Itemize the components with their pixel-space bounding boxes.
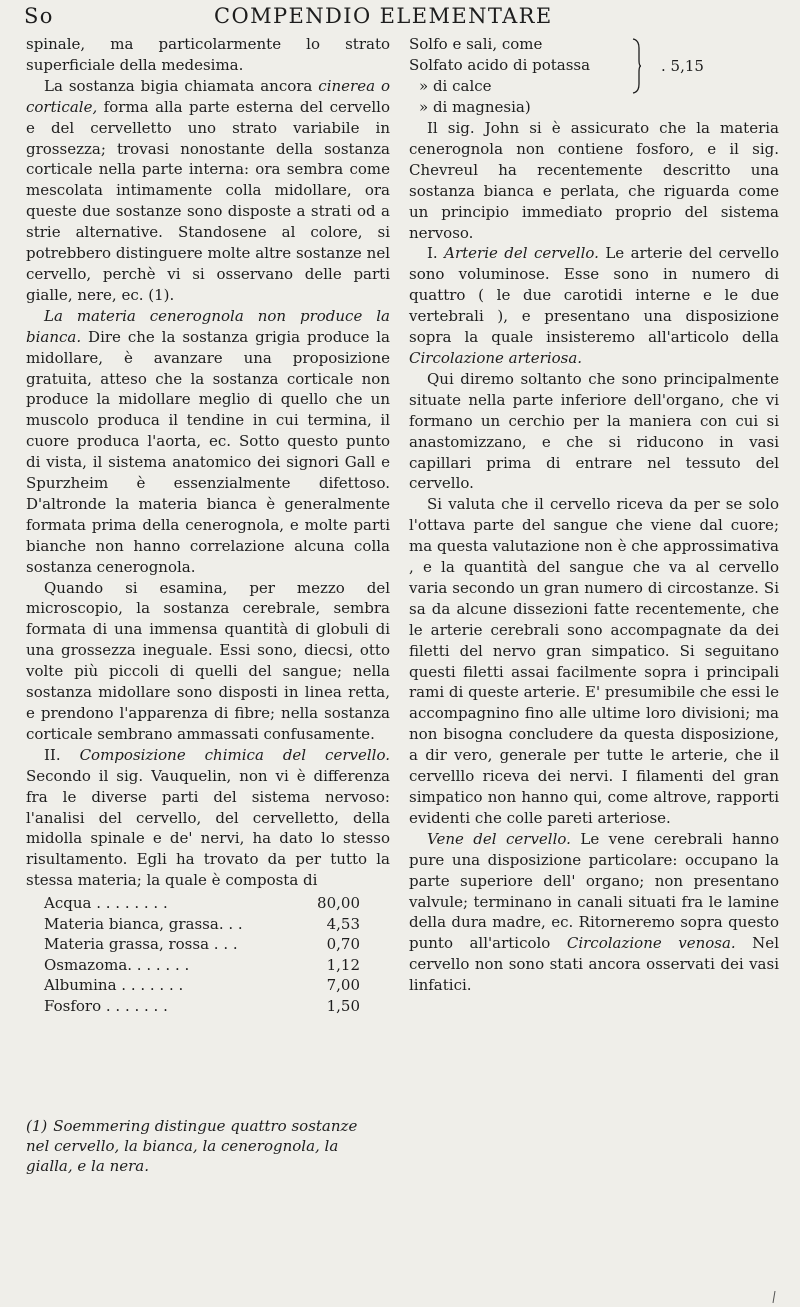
table-value: 0,70 xyxy=(326,935,360,954)
text-run: Le vene cerebrali hanno pure una disposizione particolare: occupano la parte superiore dell' organo; non presentano valvule; terminano in canali situati fra le lamine della dura madre, ec. Ritorneremo sopra questo punto all'articolo xyxy=(409,829,779,953)
text-run: Le arterie del cervello sono voluminose. Esse sono in numero di quattro ( le due carotidi interne e le due vertebrali ), e presentano una disposizione sopra la quale insisteremo all'articolo della xyxy=(409,244,779,347)
page-number: So xyxy=(24,4,54,28)
paragraph xyxy=(409,829,779,996)
table-value: 1,12 xyxy=(326,955,360,974)
running-head xyxy=(24,4,780,36)
paragraph: Il sig. John si è assicurato che la materia cenerognola non contiene fosforo, e il sig. Chevreul ha recentemente descritto una sostanza bianca e perlata, che riguarda come un principio immediato proprio del sistema nervoso. xyxy=(409,119,779,242)
paragraph xyxy=(26,745,390,891)
table-row xyxy=(44,975,360,996)
paragraph: Quando si esamina, per mezzo del microscopio, la sostanza cerebrale, sembra formata di una immensa quantità di globuli di una grossezza ineguale. Essi sono, diecsi, otto volte più piccoli di quelli del sangue; nella sostanza midollare sono disposti in linea retta, e prendono l'apparenza di fibre; nella sostanza corticale sembrano ammassati confusamente. xyxy=(26,578,390,743)
table-label: Materia bianca, grassa. . . xyxy=(44,914,243,933)
paragraph: spinale, ma particolarmente lo strato superficiale della medesima. xyxy=(26,35,390,74)
emphasis: Circolazione venosa. xyxy=(566,934,736,953)
section-heading: Composizione chimica del cervello. xyxy=(79,745,390,764)
paragraph: Si valuta che il cervello riceva da per se solo l'ottava parte del sangue che viene dal cuore; ma questa valutazione non è che approssimativa , e la quantità del sangue che va al cervello varia secondo un gran numero di circostanze. Si sa da alcune dissezioni fatte recentemente, che le arterie cerebrali sono accompagnate da dei filetti del nervo gran simpatico. Si seguitano questi filetti assai facilmente sopra i principali rami di queste arterie. E' presumibile che essi le accompagnino fino alle ultime loro divisioni; ma non bisogna concludere da questa disposizione, a dir vero, generale per tutte le arterie, che il cervelllo riceva dei nervi. I filamenti del gran simpatico non hanno qui, come altrove, rapporti evidenti che colle pareti arteriose. xyxy=(409,495,779,827)
section-heading: Arterie del cervello. xyxy=(444,244,599,263)
paragraph xyxy=(26,76,390,306)
text-run: Secondo il sig. Vauquelin, non vi è differenza fra le diverse parti del sistema nervoso: l'analisi del cervello, del cervelletto, della midolla spinale e de' nervi, ha dato lo stesso risultamento. Egli ha trovato da per tutto la stessa materia; la quale è composta di xyxy=(26,766,390,890)
section-number: I. xyxy=(427,244,445,263)
table-row xyxy=(44,914,360,935)
text-run: La sostanza bigia chiamata ancora xyxy=(44,76,319,95)
right-column xyxy=(409,34,779,996)
page-mark-icon xyxy=(772,1288,776,1300)
chem-line: » di calce xyxy=(419,77,492,95)
running-title: COMPENDIO ELEMENTARE xyxy=(214,4,553,28)
table-row xyxy=(44,893,360,914)
table-row xyxy=(44,934,360,955)
chem-line: Solfo e sali, come xyxy=(409,35,543,53)
paragraph: Qui diremo soltanto che sono principalmente situate nella parte inferiore dell'organo, che vi formano un cerchio per la maniera con cui si anastomizzano, e che si riducono in vasi capillari prima di entrare nel tessuto del cervello. xyxy=(409,369,779,493)
emphasis: cinerea o corticale, xyxy=(26,76,390,116)
left-column xyxy=(26,34,390,1016)
chem-line: » di magnesia) xyxy=(419,98,531,116)
section-number: II. xyxy=(44,745,80,764)
chemical-list xyxy=(409,34,779,118)
chem-value: . 5,15 xyxy=(661,57,704,75)
table-row xyxy=(44,955,360,976)
table-value: 1,50 xyxy=(326,996,360,1015)
emphasis: Circolazione arteriosa. xyxy=(409,348,583,367)
footnote-mark: (1) xyxy=(26,1117,48,1135)
table-value: 7,00 xyxy=(326,976,360,995)
table-label: Acqua . . . . . . . . xyxy=(44,894,168,913)
table-row xyxy=(44,996,360,1017)
section-heading: La materia cenerognola non produce la bianca. xyxy=(26,306,390,346)
text-run: Dire che la sostanza grigia produce la midollare, è avanzare una proposizione gratuita, atteso che la sostanza corticale non produce la midollare meglio di quello che un muscolo produca il tendine in cui termina, il cuore produca l'aorta, ec. Sotto questo punto di vista, il sistema anatomico dei signori Gall e Spurzheim è essenzialmente difettoso. D'altronde la materia bianca è generalmente formata prima della cenerognola, e molte parti bianche non hanno correlazione alcuna colla sostanza cenerognola. xyxy=(26,327,390,576)
section-heading: Vene del cervello. xyxy=(427,829,571,848)
paragraph xyxy=(409,243,779,368)
table-value: 80,00 xyxy=(317,894,360,913)
composition-table xyxy=(44,893,360,1016)
text-run: Nel cervello non sono stati ancora osservati dei vasi linfatici. xyxy=(409,934,779,995)
text-run: forma alla parte esterna del cervello e del cervelletto uno strato variabile in grossezza; trovasi nonostante della sostanza corticale nella parte interna: ora sembra come mescolata intimamente colla midollare, ora queste due sostanze sono disposte a strati od a strie alternative. Standosene al colore, si potrebbero distinguere molte altre sostanze nel cervello, perchè vi si osservano delle parti gialle, nere, ec. (1). xyxy=(26,97,390,304)
brace-icon xyxy=(632,38,642,94)
table-label: Osmazoma. . . . . . . xyxy=(44,955,190,974)
table-label: Albumina . . . . . . . xyxy=(44,976,184,995)
table-label: Fosforo . . . . . . . xyxy=(44,996,168,1015)
chem-line: Solfato acido di potassa xyxy=(409,56,591,74)
paragraph xyxy=(26,306,390,578)
footnote xyxy=(26,1116,366,1176)
table-value: 4,53 xyxy=(326,914,360,933)
footnote-text: Soemmering distingue quattro sostanze nel cervello, la bianca, la cenerognola, la gialla, e la nera. xyxy=(26,1117,358,1175)
table-label: Materia grassa, rossa . . . xyxy=(44,935,238,954)
